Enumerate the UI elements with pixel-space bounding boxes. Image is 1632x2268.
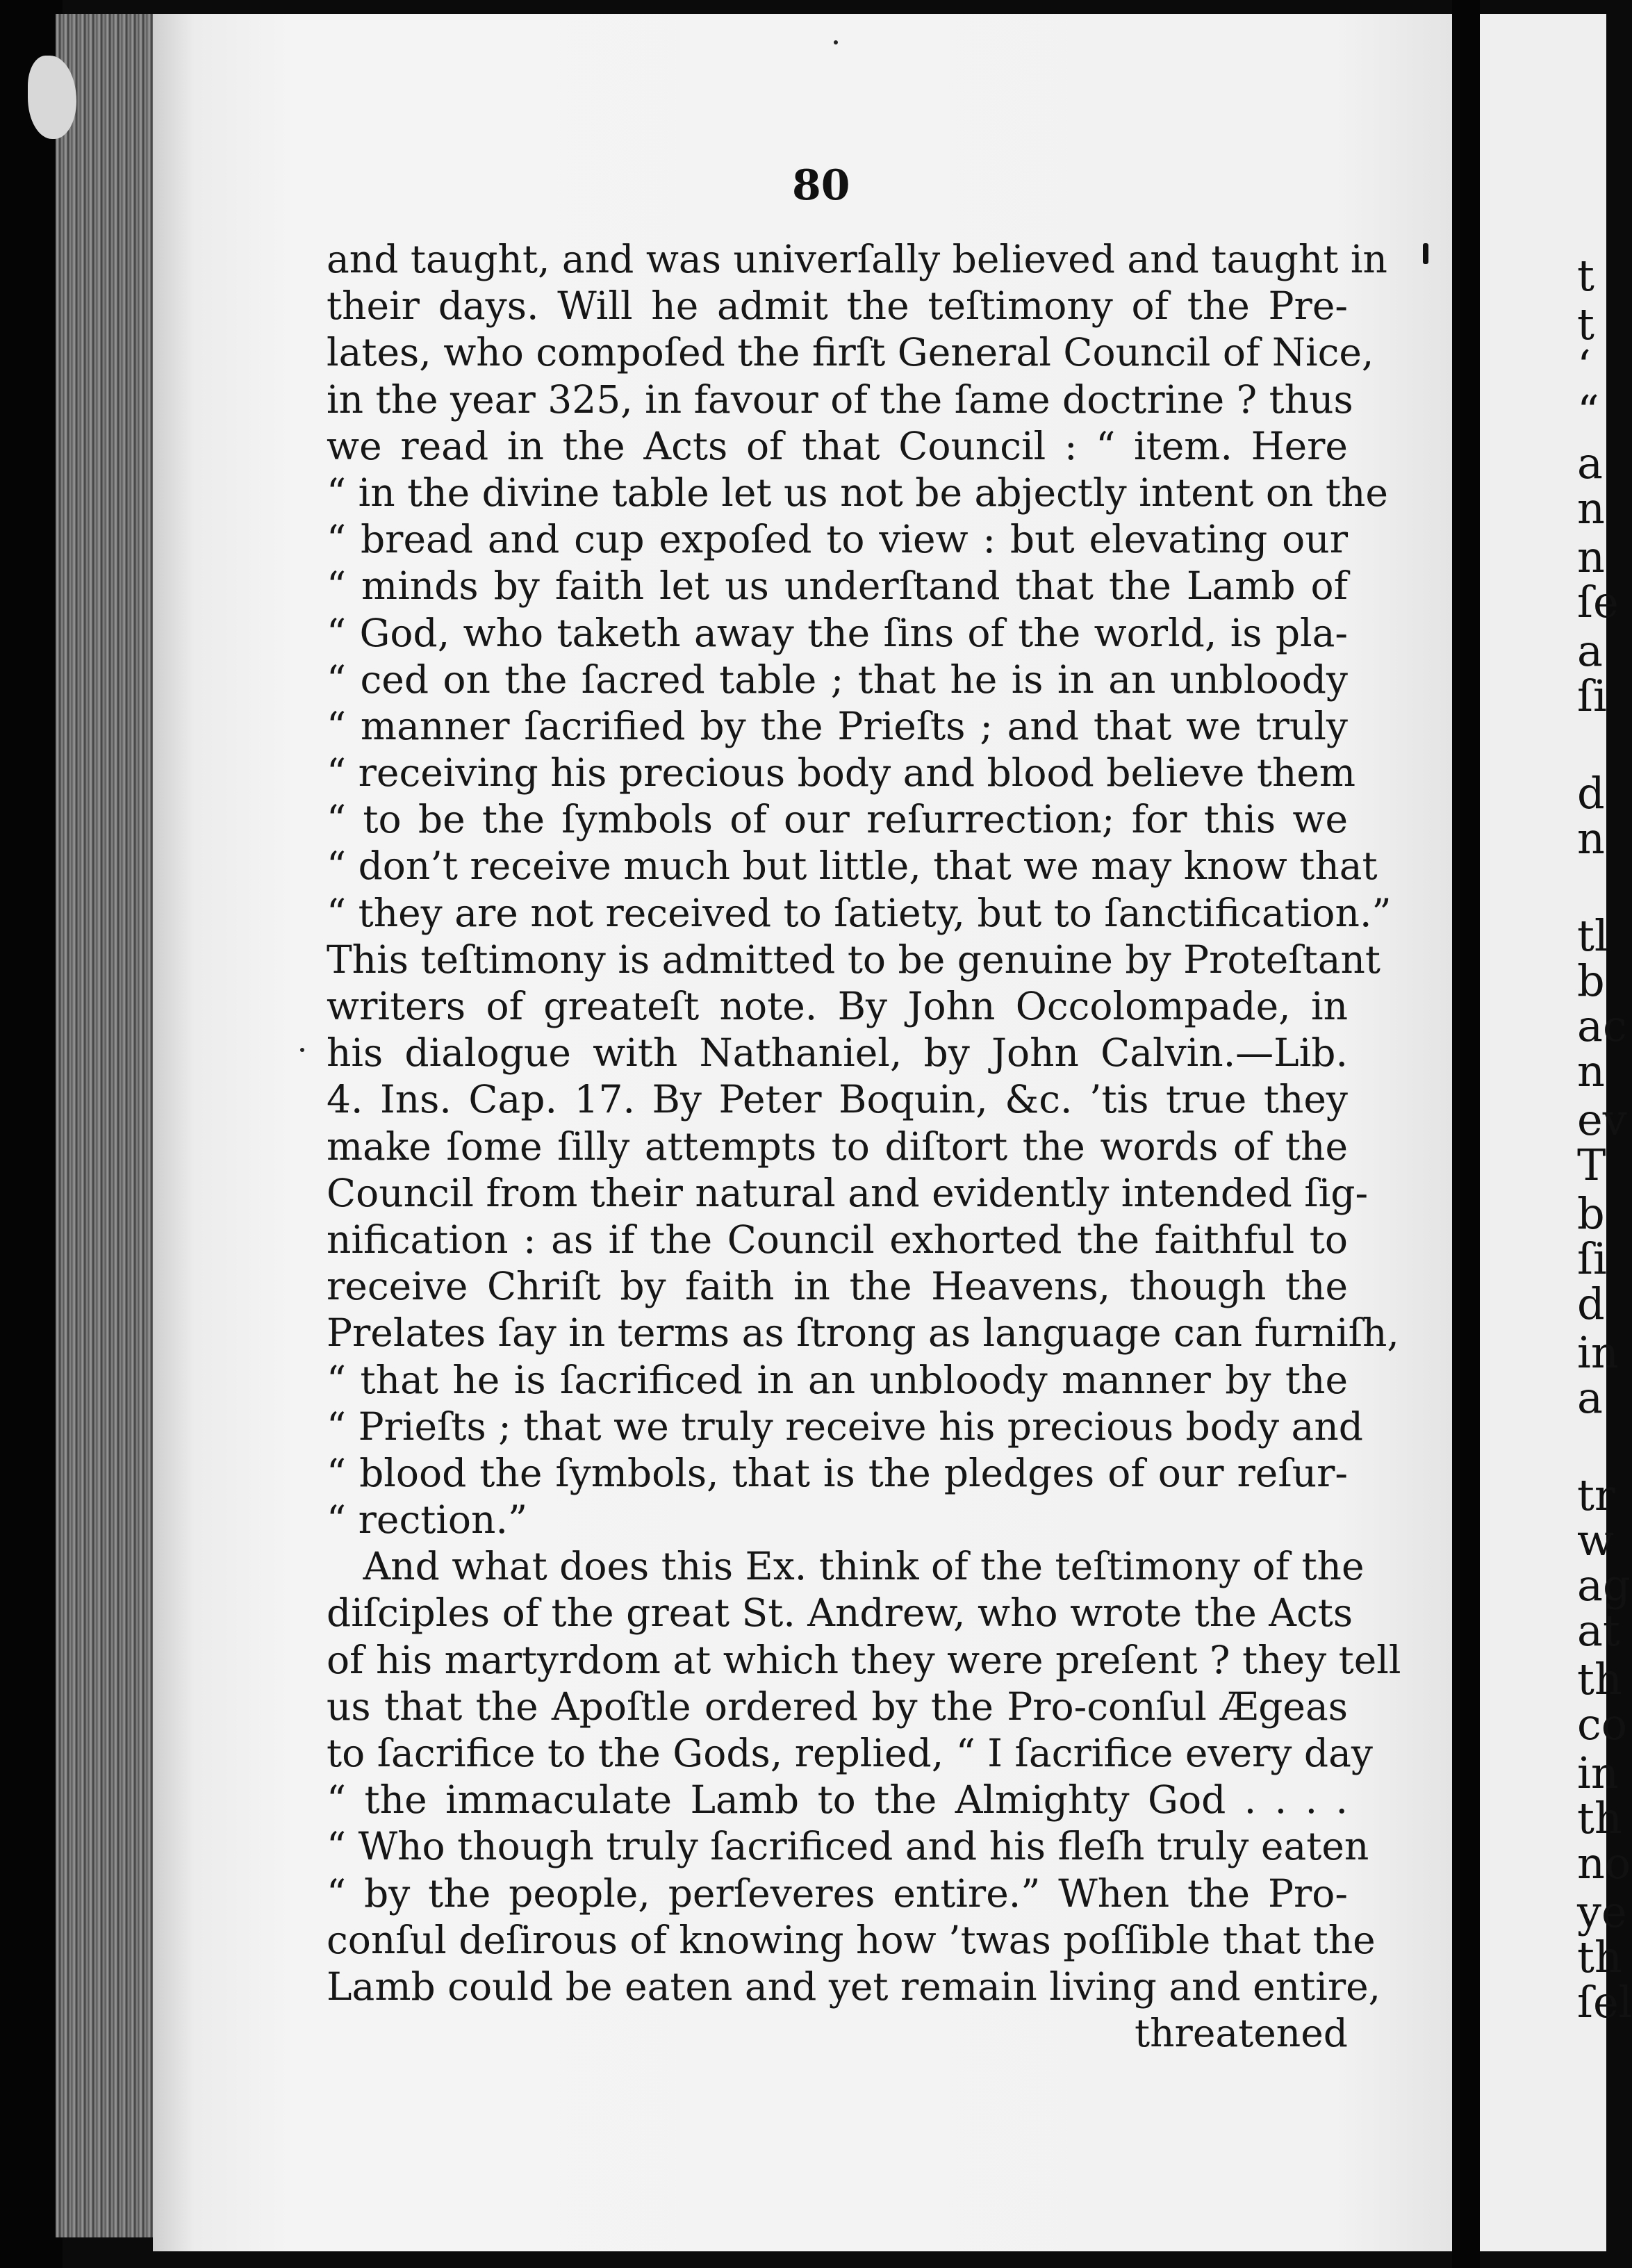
facing-page-fragment: ſel bbox=[1577, 1977, 1632, 2028]
text-line: writers of greateſt note. By John Occolompade, in bbox=[327, 984, 1348, 1028]
facing-page-fragment: no bbox=[1577, 1838, 1631, 1889]
facing-page-fragment: a bbox=[1577, 438, 1603, 488]
facing-page-fragment: th bbox=[1577, 1793, 1622, 1843]
facing-page-fragment: th bbox=[1577, 1932, 1622, 1982]
facing-page-fragment: ag bbox=[1577, 1560, 1631, 1611]
text-line: Lamb could be eaten and yet remain living and entire, bbox=[327, 1964, 1381, 2009]
facing-page-fragment: t bbox=[1577, 299, 1594, 350]
text-line: This teſtimony is admitted to be genuine by Proteſtant bbox=[327, 937, 1381, 982]
facing-page-fragment: ſe bbox=[1577, 577, 1619, 627]
text-line: 4. Ins. Cap. 17. By Peter Boquin, &c. ’tis true they bbox=[327, 1077, 1348, 1122]
facing-page-fragment: at bbox=[1577, 1605, 1620, 1656]
text-line: and taught, and was univerſally believed and taught in bbox=[327, 237, 1387, 281]
text-line: to ſacrifice to the Gods, replied, “ I ſacrifice every day bbox=[327, 1731, 1373, 1775]
page-text bbox=[327, 236, 1401, 2057]
facing-page-fragment: ‘ bbox=[1577, 340, 1591, 391]
text-line: “ manner ſacrified by the Prieſts ; and that we truly bbox=[327, 703, 1348, 748]
facing-page-fragment: d bbox=[1577, 768, 1605, 819]
facing-page-fragment: in bbox=[1577, 1327, 1619, 1378]
text-line: receive Chriſt by faith in the Heavens, though the bbox=[327, 1264, 1348, 1309]
text-line: “ by the people, perſeveres entire.” When the Pro- bbox=[327, 1871, 1348, 1916]
facing-page-fragment: tr bbox=[1577, 1470, 1615, 1520]
facing-page-fragment: ſi bbox=[1577, 671, 1607, 721]
text-line: “ that he is ſacrificed in an unbloody manner by the bbox=[327, 1357, 1348, 1402]
text-line: “ receiving his precious body and blood believe them bbox=[327, 750, 1356, 796]
facing-page-fragment: tl bbox=[1577, 910, 1608, 961]
facing-page-fragment: n bbox=[1577, 532, 1605, 582]
text-line: of his martyrdom at which they were preſent ? they tell bbox=[327, 1637, 1401, 1682]
facing-page bbox=[1480, 14, 1632, 2251]
page-edges bbox=[56, 14, 167, 2237]
facing-page-fragment: a bbox=[1577, 1372, 1603, 1423]
facing-page-fragment: w bbox=[1577, 1515, 1615, 1566]
ink-speck bbox=[834, 40, 838, 44]
facing-page-fragment: ac bbox=[1577, 1001, 1627, 1051]
text-line: “ they are not received to ſatiety, but to ſanctification.” bbox=[327, 890, 1392, 935]
facing-page-fragment: ev bbox=[1577, 1094, 1627, 1145]
text-line: nification : as if the Council exhorted the faithful to bbox=[327, 1217, 1348, 1262]
facing-page-fragment: b bbox=[1577, 1188, 1605, 1239]
margin-mark bbox=[1423, 243, 1428, 264]
facing-page-fragment: ye bbox=[1577, 1887, 1627, 1937]
facing-page-fragment: ſi bbox=[1577, 1233, 1607, 1284]
text-line: “ the immaculate Lamb to the Almighty God . . . . bbox=[327, 1777, 1348, 1823]
facing-page-fragment: “ bbox=[1577, 386, 1599, 436]
text-line: “ don’t receive much but little, that we may know that bbox=[327, 844, 1378, 889]
facing-page-fragment: n bbox=[1577, 1046, 1605, 1096]
text-line: lates, who compoſed the firſt General Council of Nice, bbox=[327, 330, 1374, 375]
book-gutter bbox=[1452, 0, 1480, 2268]
text-line: “ bread and cup expoſed to view : but elevating our bbox=[327, 517, 1348, 562]
facing-page-fragment: n bbox=[1577, 483, 1605, 534]
ink-speck bbox=[300, 1048, 304, 1052]
text-line: “ Who though truly ſacrificed and his fleſh truly eaten bbox=[327, 1824, 1369, 1869]
facing-page-fragment: in bbox=[1577, 1748, 1619, 1798]
text-line: “ to be the ſymbols of our reſurrection; for this we bbox=[327, 797, 1348, 842]
facing-page-fragment: a bbox=[1577, 625, 1603, 676]
text-line: “ rection.” bbox=[327, 1497, 528, 1543]
text-line: And what does this Ex. think of the teſtimony of the bbox=[327, 1544, 1365, 1589]
text-line: us that the Apoſtle ordered by the Pro-conſul Ægeas bbox=[327, 1684, 1348, 1729]
book-spine-shadow bbox=[0, 0, 63, 2268]
facing-page-fragment: b bbox=[1577, 955, 1605, 1006]
text-line: “ Prieſts ; that we truly receive his precious body and bbox=[327, 1404, 1363, 1449]
facing-page-fragment: n bbox=[1577, 813, 1605, 864]
facing-page-fragment: t bbox=[1577, 250, 1594, 301]
facing-page-fragment: th bbox=[1577, 1654, 1622, 1704]
text-line: in the year 325, in favour of the ſame doctrine ? thus bbox=[327, 377, 1353, 422]
text-line: “ God, who taketh away the ſins of the world, is pla- bbox=[327, 610, 1348, 655]
text-line: “ minds by faith let us underſtand that the Lamb of bbox=[327, 564, 1348, 609]
facing-page-fragment: co bbox=[1577, 1699, 1628, 1750]
text-line: their days. Will he admit the teſtimony of the Pre- bbox=[327, 284, 1348, 329]
text-line: “ blood the ſymbols, that is the pledges of our reſur- bbox=[327, 1450, 1348, 1495]
text-line: his dialogue with Nathaniel, by John Calvin.—Lib. bbox=[327, 1030, 1348, 1076]
text-line: Council from their natural and evidently intended ſig- bbox=[327, 1170, 1369, 1215]
catchword: threatened bbox=[1135, 2011, 1348, 2056]
text-line: conſul deſirous of knowing how ’twas poſſible that the bbox=[327, 1917, 1376, 1962]
text-line: Prelates ſay in terms as ſtrong as language can furniſh, bbox=[327, 1310, 1399, 1356]
text-line: we read in the Acts of that Council : “ item. Here bbox=[327, 423, 1348, 468]
text-line: diſciples of the great St. Andrew, who wrote the Acts bbox=[327, 1591, 1353, 1636]
text-line: make ſome ſilly attempts to diſtort the words of the bbox=[327, 1124, 1348, 1169]
facing-page-fragment: d bbox=[1577, 1279, 1605, 1329]
page-number: 80 bbox=[792, 161, 850, 210]
facing-page-fragment: T bbox=[1577, 1140, 1606, 1190]
text-line: “ ced on the ſacred table ; that he is in an unbloody bbox=[327, 657, 1348, 702]
text-line: “ in the divine table let us not be abjectly intent on the bbox=[327, 470, 1388, 515]
